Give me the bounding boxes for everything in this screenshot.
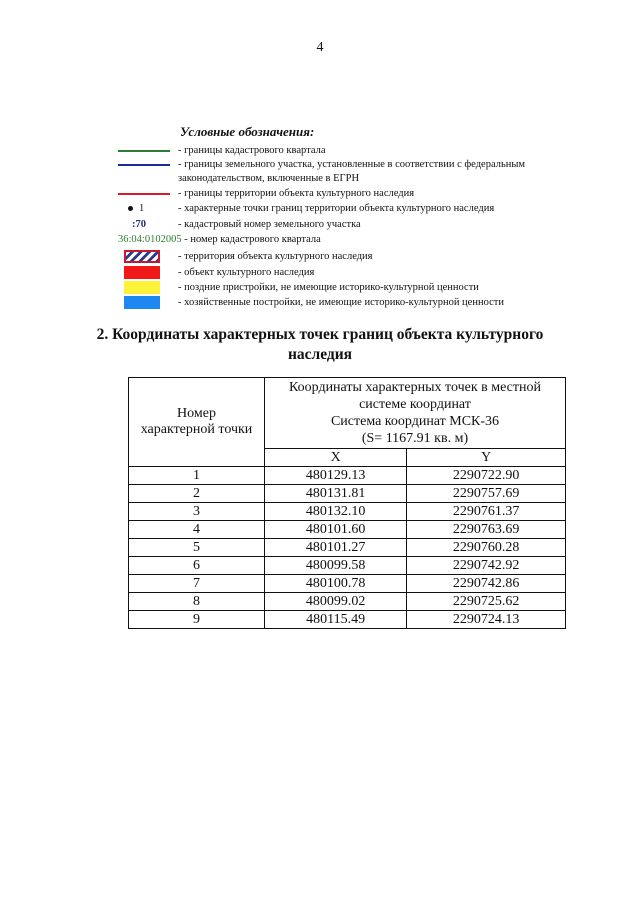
coord-x: 480101.60 <box>265 521 407 539</box>
coord-y: 2290757.69 <box>407 485 566 503</box>
coord-y: 2290761.37 <box>407 503 566 521</box>
legend-text: - территория объекта культурного наследия <box>178 251 373 262</box>
point-number: 9 <box>129 611 265 629</box>
coord-y: 2290742.86 <box>407 575 566 593</box>
cadastral-number-symbol: :70 <box>132 219 146 230</box>
legend-text: - границы территории объекта культурного наследия <box>178 188 415 199</box>
legend-text: - хозяйственные постройки, не имеющие историко-культурной ценности <box>178 297 504 308</box>
legend-text: законодательством, включенные в ЕГРН <box>178 173 360 184</box>
legend-item-outbuildings <box>110 296 610 310</box>
blue-fill-icon <box>124 296 160 309</box>
legend-item-quarter <box>118 234 321 245</box>
coord-x: 480101.27 <box>265 539 407 557</box>
coord-x: 480132.10 <box>265 503 407 521</box>
legend-item-heritage-territory <box>110 250 610 264</box>
table-row <box>129 539 566 557</box>
table-row <box>129 503 566 521</box>
point-number: 5 <box>129 539 265 557</box>
hatched-fill-icon <box>124 250 160 263</box>
coord-y: 2290760.28 <box>407 539 566 557</box>
legend-text: - границы кадастрового квартала <box>178 145 326 156</box>
table-row <box>129 521 566 539</box>
red-fill-icon <box>124 266 160 279</box>
legend-text: - номер кадастрового квартала <box>184 234 321 245</box>
section-heading-line1: 2. Координаты характерных точек границ объекта культурного <box>96 326 544 343</box>
coord-y: 2290724.13 <box>407 611 566 629</box>
legend-item-heritage-boundary <box>110 187 610 201</box>
header-point-number <box>129 378 265 467</box>
legend-text: - поздние пристройки, не имеющие историко-культурной ценности <box>178 282 479 293</box>
legend-item-cadastral <box>110 218 610 232</box>
page-number: 4 <box>316 40 324 55</box>
point-number: 4 <box>129 521 265 539</box>
point-number: 1 <box>129 467 265 485</box>
table-row <box>129 575 566 593</box>
section-heading <box>0 325 640 365</box>
section-heading-line2: наследия <box>287 346 353 363</box>
legend-text: - границы земельного участка, установленные в соответствии с федеральным <box>178 159 526 170</box>
table-row <box>129 557 566 575</box>
legend-item-quarter-boundary <box>110 144 610 158</box>
legend-text: - кадастровый номер земельного участка <box>178 219 361 230</box>
blue-line-icon <box>118 164 170 166</box>
coord-x: 480100.78 <box>265 575 407 593</box>
header-top-line2: системе координат <box>359 397 471 412</box>
header-top-line1: Координаты характерных точек в местной <box>288 380 541 395</box>
header-x: X <box>265 449 407 467</box>
coordinates-table <box>128 377 566 629</box>
legend-text: - объект культурного наследия <box>178 267 315 278</box>
header-left-line2: характерной точки <box>140 422 253 437</box>
coord-y: 2290722.90 <box>407 467 566 485</box>
point-number: 2 <box>129 485 265 503</box>
table-row <box>129 467 566 485</box>
yellow-fill-icon <box>124 281 160 294</box>
point-dot-icon <box>128 206 133 211</box>
quarter-code: 36:04:0102005 <box>118 234 182 245</box>
table-row <box>129 611 566 629</box>
legend-item-plot-boundary-cont <box>110 172 610 186</box>
point-number: 8 <box>129 593 265 611</box>
legend-item-plot-boundary <box>110 158 610 172</box>
table-row <box>129 485 566 503</box>
header-y: Y <box>407 449 566 467</box>
legend-title: Условные обозначения: <box>180 124 315 139</box>
coord-x: 480099.02 <box>265 593 407 611</box>
point-label: 1 <box>139 203 145 214</box>
red-line-icon <box>118 193 170 195</box>
coord-x: 480129.13 <box>265 467 407 485</box>
coord-x: 480131.81 <box>265 485 407 503</box>
coord-x: 480099.58 <box>265 557 407 575</box>
point-number: 7 <box>129 575 265 593</box>
point-number: 3 <box>129 503 265 521</box>
legend-item-heritage-object <box>110 266 610 280</box>
point-number: 6 <box>129 557 265 575</box>
legend-item-point <box>110 202 610 216</box>
legend-text: - характерные точки границ территории объекта культурного наследия <box>178 203 495 214</box>
coord-y: 2290742.92 <box>407 557 566 575</box>
header-top-line4: (S= 1167.91 кв. м) <box>361 431 469 446</box>
header-top-line3: Система координат МСК-36 <box>330 414 500 429</box>
green-line-icon <box>118 150 170 152</box>
coord-y: 2290725.62 <box>407 593 566 611</box>
header-left-line1: Номер <box>177 406 216 421</box>
coord-x: 480115.49 <box>265 611 407 629</box>
legend-item-late-extensions <box>110 281 610 295</box>
coord-y: 2290763.69 <box>407 521 566 539</box>
header-coordinates <box>265 378 566 449</box>
table-row <box>129 593 566 611</box>
